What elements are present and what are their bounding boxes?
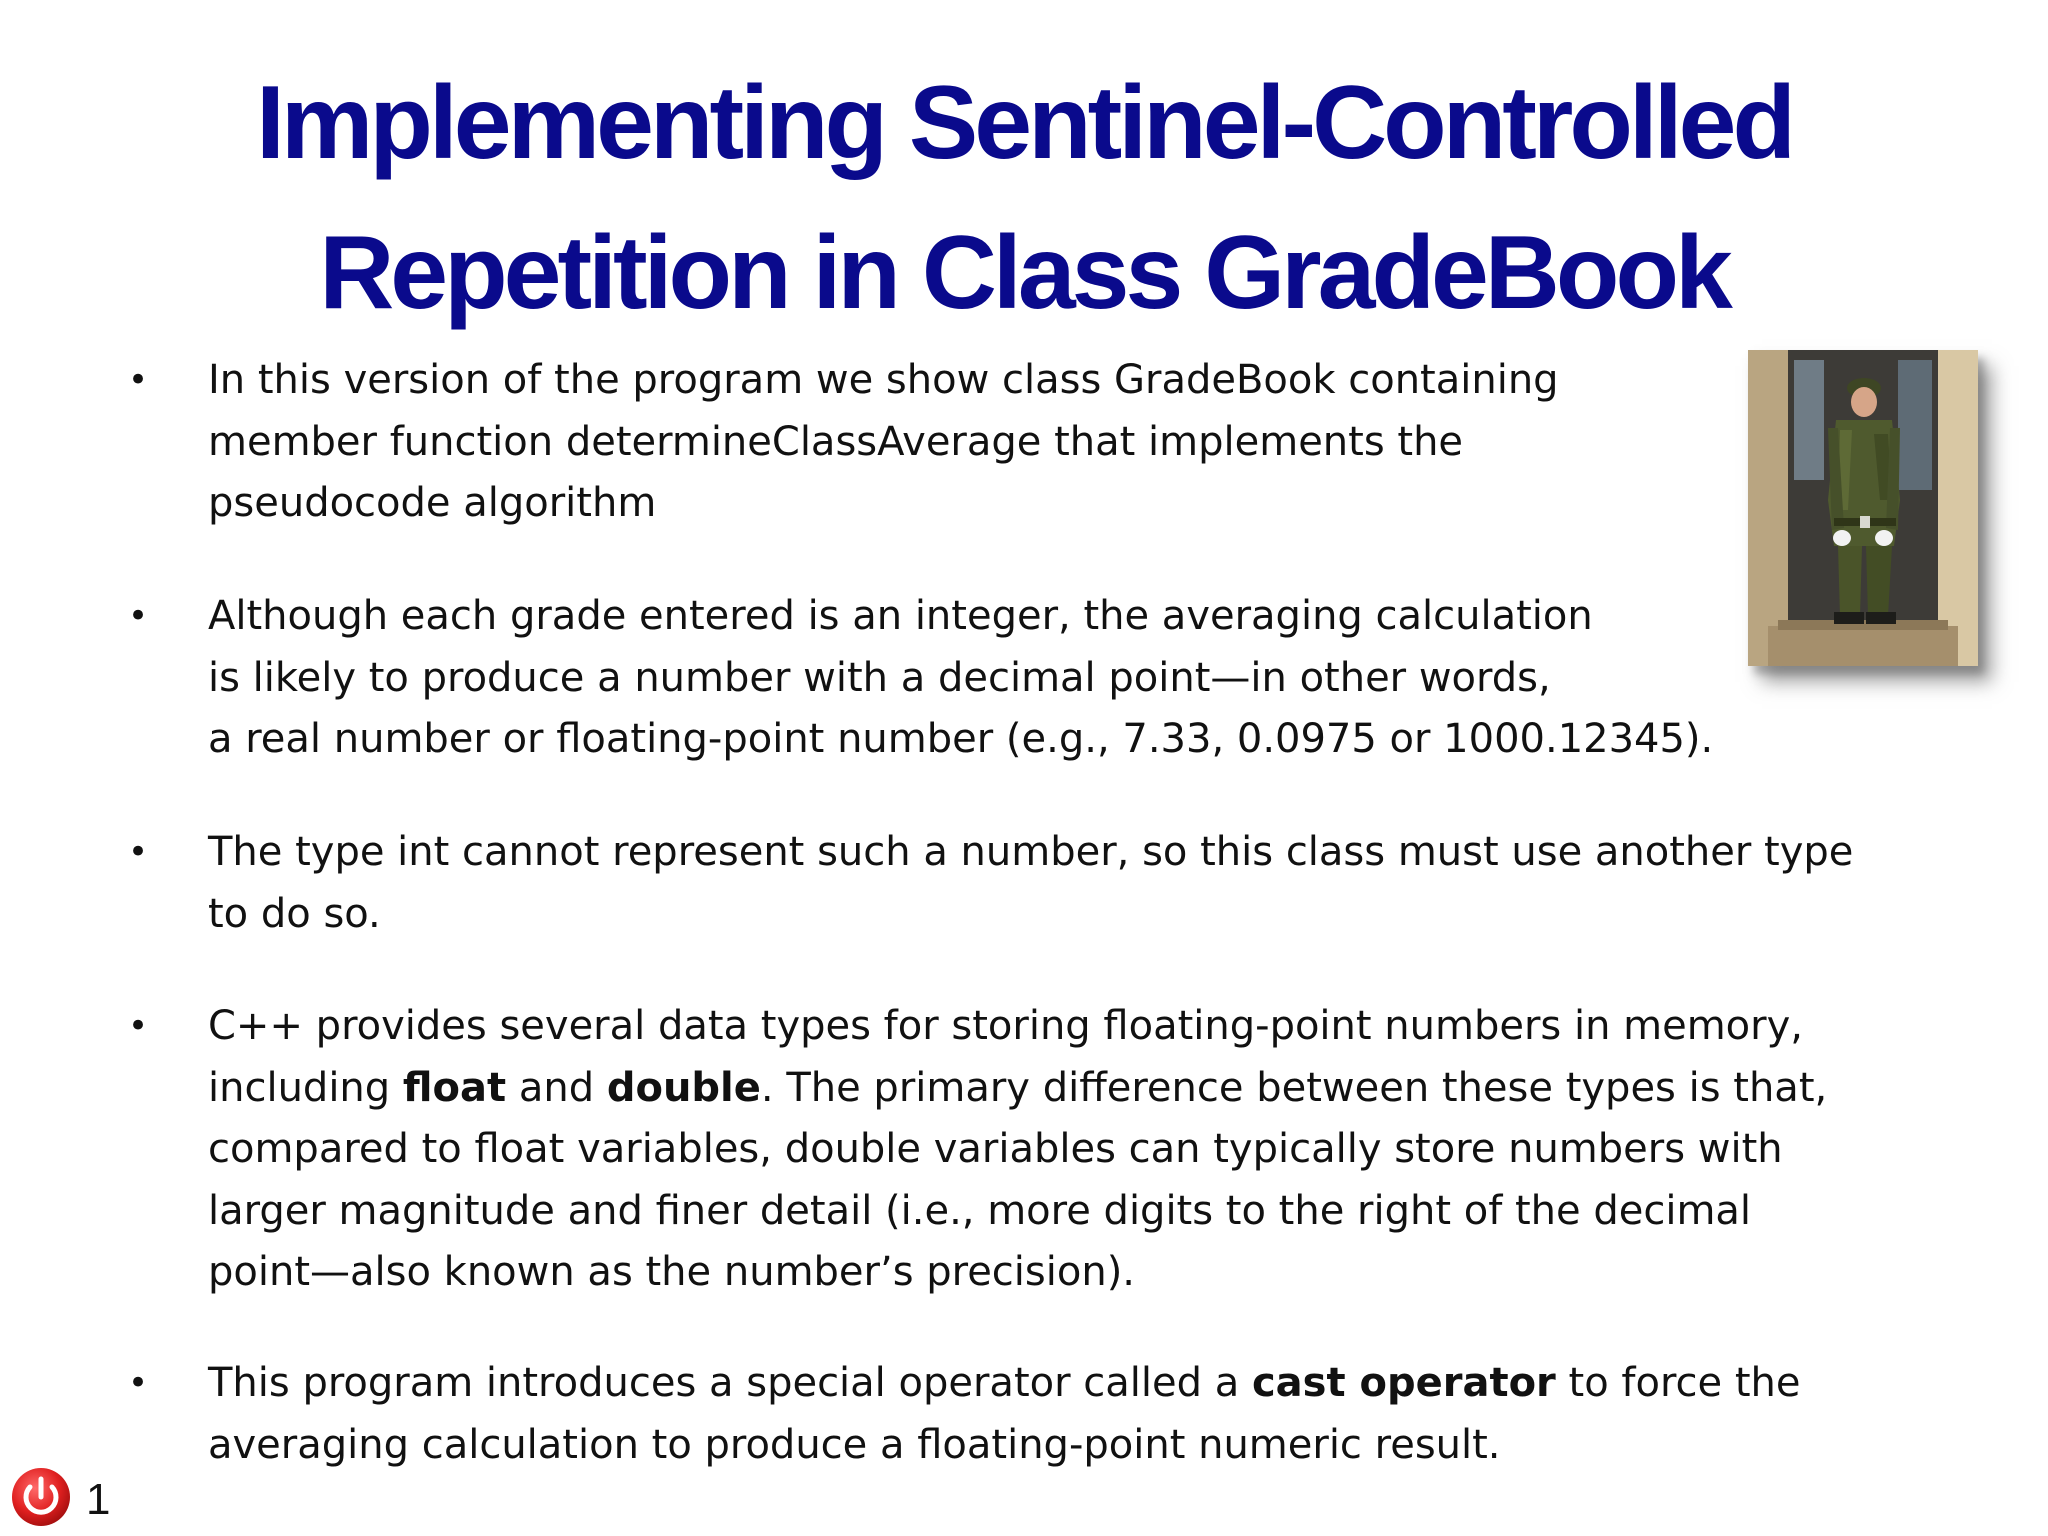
bullet-line: a real number or floating-point number (e.g., 7.33, 0.0975 or 1000.12345).: [208, 716, 1714, 762]
bullet-line: compared to float variables, double variables can typically store numbers with: [208, 1126, 1783, 1172]
bullet-marker: •: [128, 360, 149, 400]
bullet-line: Although each grade entered is an integer, the averaging calculation: [208, 593, 1593, 639]
bullet-line: is likely to produce a number with a decimal point—in other words,: [208, 654, 1551, 701]
page-number: 1: [86, 1475, 111, 1524]
slide-title-line-1: Implementing Sentinel-Controlled: [255, 65, 1793, 181]
power-icon[interactable]: [10, 1466, 72, 1528]
soldier-photo-icon: [1748, 350, 1978, 666]
bullet-line: In this version of the program we show class GradeBook containing: [208, 357, 1559, 403]
bullet-line: [208, 1058, 1827, 1120]
keyword-float: float: [402, 1064, 507, 1111]
bullet-text: [208, 822, 1853, 945]
text-segment: and: [506, 1064, 607, 1111]
bullet-line: member function determineClassAverage that implements the: [208, 418, 1464, 465]
bullet-line: pseudocode algorithm: [208, 480, 657, 526]
soldier-photo: [1748, 350, 1978, 666]
bullet-text: [208, 996, 1827, 1304]
text-segment: This program introduces a special operator called a: [208, 1360, 1252, 1406]
bullet-line: C++ provides several data types for storing floating-point numbers in memory,: [208, 1003, 1803, 1049]
slide-title: [0, 48, 2048, 348]
bullet-marker: •: [128, 1006, 149, 1046]
bullet-line: point—also known as the number’s precision).: [208, 1249, 1136, 1295]
bullet-line: to do so.: [208, 890, 381, 937]
keyword-cast-operator: cast operator: [1251, 1360, 1556, 1406]
bullet-text: [208, 350, 1559, 535]
keyword-double: double: [606, 1064, 761, 1111]
bullet-line: averaging calculation to produce a floating-point numeric result.: [208, 1421, 1501, 1468]
text-segment: . The primary difference between these types is that,: [760, 1064, 1828, 1111]
text-segment: to force the: [1555, 1360, 1801, 1406]
bullet-line: [208, 1353, 1800, 1415]
bullet-line: The type int cannot represent such a number, so this class must use another type: [208, 829, 1854, 875]
slide-title-line-2: Repetition in Class GradeBook: [319, 215, 1729, 331]
bullet-line: larger magnitude and finer detail (i.e., more digits to the right of the decimal: [208, 1187, 1752, 1234]
text-segment: including: [208, 1064, 403, 1111]
bullet-text: [208, 586, 1713, 771]
bullet-marker: •: [128, 596, 149, 636]
bullet-text: [208, 1353, 1800, 1476]
bullet-marker: •: [128, 832, 149, 872]
bullet-marker: •: [128, 1363, 149, 1403]
